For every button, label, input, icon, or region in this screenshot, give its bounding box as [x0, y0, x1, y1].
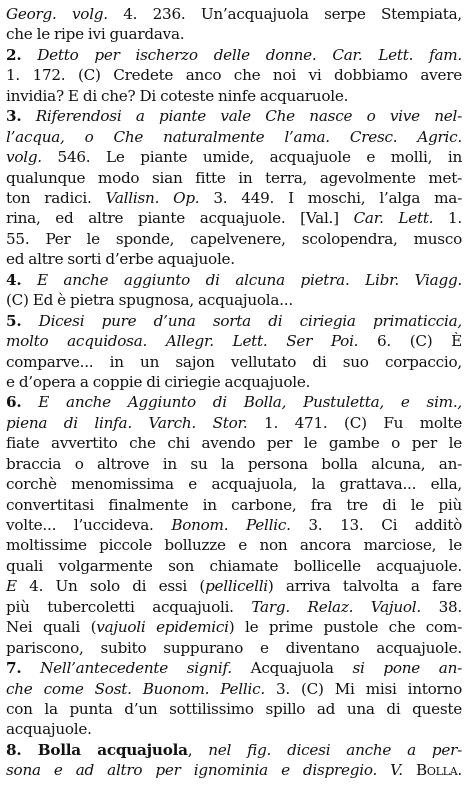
text-run: Car. Lett.: [353, 209, 434, 228]
text-run: E: [6, 577, 17, 596]
text-run: qualunque modo sian fitte in terra, agevolmente met-: [6, 168, 462, 187]
text-run: (C) Ed è pietra spugnosa, acquajuola...: [6, 291, 293, 310]
text-run: volg.: [6, 148, 42, 167]
text-run: 1. 172. (C) Credete anco che noi vi dobbiamo avere: [6, 66, 462, 85]
text-run: Bonom. Pellic.: [171, 516, 291, 535]
text-run: 4. 236. Un’acquajuola serpe Stempiata,: [107, 5, 462, 23]
text-line: [6, 760, 462, 780]
text-run: 6.: [6, 393, 22, 412]
text-run: 3. 13. Ci additò: [290, 516, 462, 535]
text-run: [403, 761, 416, 779]
text-line: [6, 638, 462, 658]
text-run: volte... l’uccideva.: [6, 516, 172, 535]
text-line: [6, 535, 462, 555]
text-line: [6, 556, 462, 576]
text-run: 1. 471. (C) Fu molte: [247, 413, 462, 432]
text-line: [6, 515, 462, 535]
text-line: [6, 740, 462, 760]
text-line: [6, 249, 462, 269]
text-line: [6, 311, 462, 331]
text-line: [6, 392, 462, 412]
text-run: 8. Bolla acquajuola: [6, 740, 188, 759]
text-run: 3. (C) Mi misi intorno: [264, 679, 462, 698]
text-line: [6, 4, 462, 24]
text-line: [6, 24, 462, 44]
text-run: 7.: [6, 659, 22, 678]
text-line: [6, 413, 462, 433]
text-run: molto acquidosa. Allegr. Lett. Ser Poi.: [6, 332, 359, 351]
text-line: [6, 45, 462, 65]
text-run: 4. Un solo di essi (: [16, 577, 206, 596]
text-line: [6, 188, 462, 208]
text-run: convertitasi finalmente in carbone, fra tre di le più: [6, 495, 462, 514]
text-run: ) le prime pustole che com-: [228, 618, 462, 637]
text-line: [6, 290, 462, 310]
text-run: invidia? E di che? Di coteste ninfe acquaruole.: [6, 86, 349, 105]
text-line: [6, 474, 462, 494]
text-run: 2.: [6, 45, 22, 64]
text-line: [6, 65, 462, 85]
text-line: [6, 576, 462, 596]
text-line: [6, 127, 462, 147]
text-run: nel fig. dicesi anche a per-: [208, 740, 462, 759]
text-run: comparve... in un sajon vellutato di suo corpaccio,: [6, 352, 462, 371]
text-line: [6, 433, 462, 453]
text-line: [6, 106, 462, 126]
text-run: moltissime piccole bolluzze e non ancora marciose, le: [6, 536, 462, 555]
text-run: 1.: [433, 209, 462, 228]
text-line: [6, 147, 462, 167]
text-line: [6, 617, 462, 637]
text-run: Bolla.: [415, 761, 462, 780]
text-run: 4.: [6, 270, 22, 289]
text-line: [6, 331, 462, 351]
text-run: vajuoli epidemici: [96, 618, 229, 637]
text-run: acquajuole.: [6, 720, 92, 739]
text-run: Nei quali (: [6, 618, 97, 637]
text-line: [6, 495, 462, 515]
text-run: ed altre sorti d’erbe aquajuole.: [6, 250, 235, 269]
text-line: [6, 372, 462, 392]
text-run: corchè menomissima e acquajuola, la grattava... ella,: [6, 475, 462, 494]
text-run: pellicelli: [205, 577, 268, 596]
text-run: pariscono, subito suppurano e diventano acquajuole.: [6, 638, 462, 657]
text-run: Nell’antecedente signif.: [21, 659, 232, 678]
text-run: 38.: [420, 597, 462, 616]
text-run: ton radici.: [6, 188, 106, 207]
text-run: ,: [187, 740, 209, 759]
text-run: che come Sost. Buonom. Pellic.: [6, 679, 265, 698]
text-line: [6, 86, 462, 106]
text-run: con la punta d’un sottilissimo spillo ad una di queste: [6, 699, 462, 718]
text-run: più tubercoletti acquajuoli.: [6, 597, 252, 616]
text-run: ) arriva talvolta a fare: [267, 577, 462, 596]
text-run: 3. 449. I moschi, l’alga ma-: [199, 188, 462, 207]
text-line: [6, 699, 462, 719]
text-line: [6, 168, 462, 188]
text-run: 55. Per le sponde, capelvenere, scolopendra, musco: [6, 229, 462, 248]
text-run: braccia o altrove in su la persona bolla alcuna, an-: [6, 454, 462, 473]
text-run: Vallisn. Op.: [105, 188, 200, 207]
text-run: fiate avvertito che chi avendo per le gambe o per le: [6, 434, 462, 453]
text-line: [6, 719, 462, 739]
text-line: [6, 229, 462, 249]
text-run: l’acqua, o Che naturalmente l’ama. Cresc. Agric.: [6, 127, 462, 146]
text-line: [6, 658, 462, 678]
text-line: [6, 208, 462, 228]
text-run: E anche Aggiunto di Bolla, Pustuletta, e sim.,: [21, 393, 462, 412]
text-run: 546. Le piante umide, acquajuole e molli, in: [41, 148, 462, 167]
text-line: [6, 270, 462, 290]
text-run: sona e ad altro per ignominia e dispregio. V.: [6, 761, 403, 780]
text-line: [6, 352, 462, 372]
text-run: e d’opera a coppie di ciriegie acquajuole.: [6, 372, 311, 391]
text-run: 6. (C) È: [358, 332, 462, 351]
text-run: piena di linfa. Varch. Stor.: [6, 413, 248, 432]
text-line: [6, 679, 462, 699]
text-run: 3.: [6, 107, 22, 126]
text-run: si pone an-: [352, 659, 462, 678]
text-run: Dicesi pure d’una sorta di ciriegia primaticcia,: [21, 311, 462, 330]
text-run: rina, ed altre piante acquajuole. [Val.]: [6, 209, 354, 228]
text-run: quali volgarmente son chiamate bollicelle acquajuole.: [6, 556, 462, 575]
text-run: Riferendosi a piante vale Che nasce o vive nel-: [21, 107, 462, 126]
text-run: che le ripe ivi guardava.: [6, 25, 185, 44]
text-run: E anche aggiunto di alcuna pietra. Libr. Viagg.: [21, 270, 462, 289]
text-line: [6, 597, 462, 617]
text-run: Targ. Relaz. Vajuol.: [251, 597, 421, 616]
text-line: [6, 454, 462, 474]
text-run: Detto per ischerzo delle donne. Car. Lett. fam.: [21, 45, 462, 64]
text-run: Acquajuola: [231, 659, 353, 678]
text-run: 5.: [6, 311, 22, 330]
text-run: Georg. volg.: [6, 5, 108, 23]
